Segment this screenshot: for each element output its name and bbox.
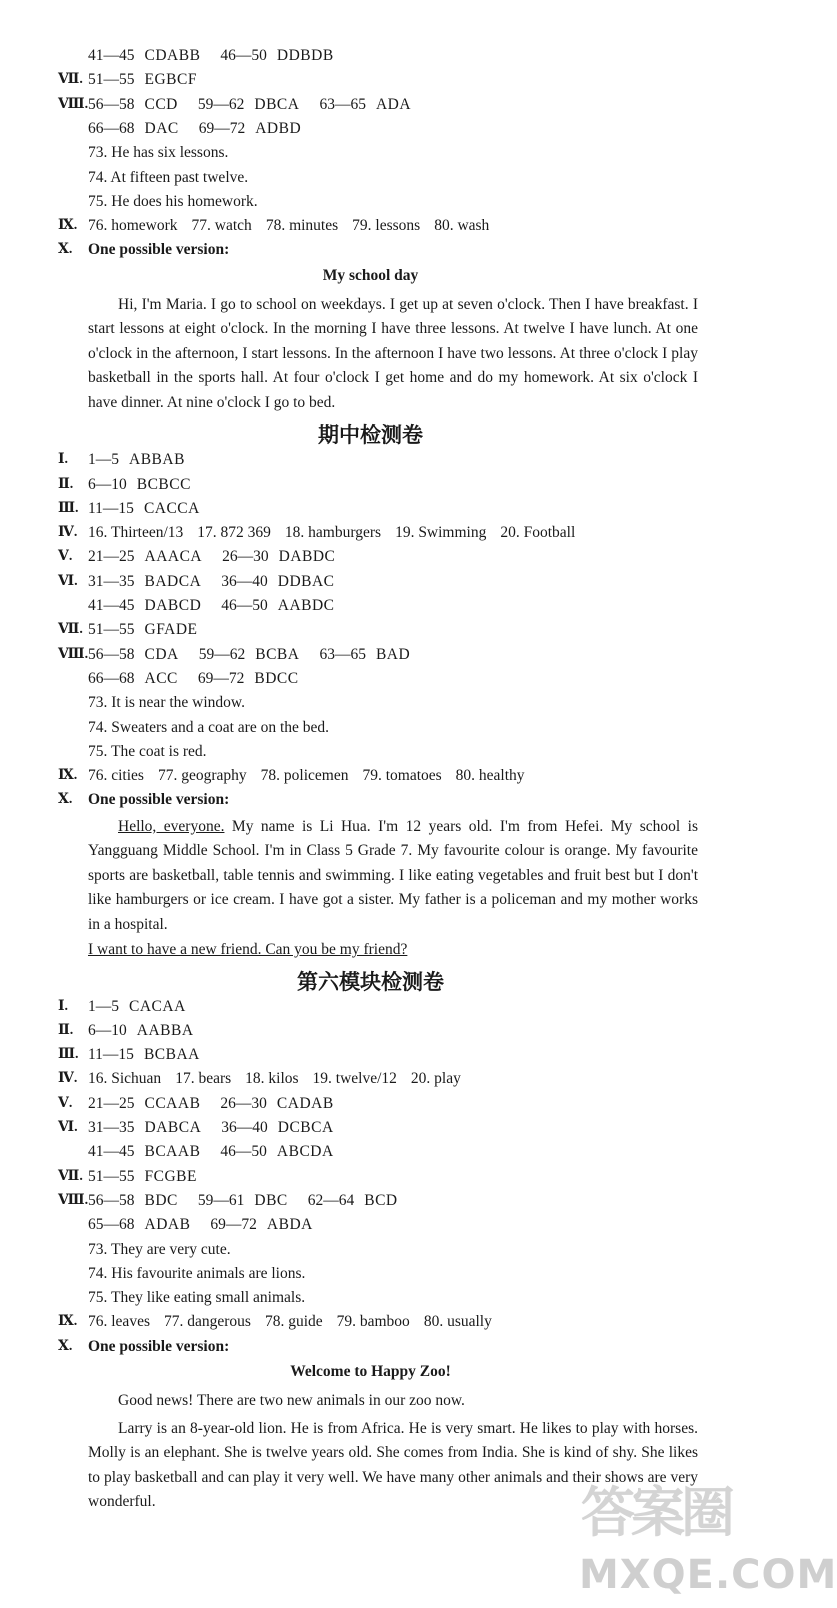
answer-group [88,117,321,141]
answer-letters: ACC [144,669,178,687]
answer-line [0,1310,741,1334]
section-number: Ⅷ. [58,1192,89,1208]
section-number: Ⅸ. [58,1314,78,1330]
section-number: Ⅳ. [58,1071,78,1087]
fill-answer: 17. bears [175,1070,232,1088]
answer-line [0,1213,741,1237]
fill-answer: 80. wash [434,217,490,235]
essay-paragraph [88,293,698,416]
fill-answers [88,1067,475,1091]
answer-line [0,788,741,812]
fill-answers [88,764,539,788]
answer-group [88,995,206,1019]
answer-letters: CDABB [144,47,201,64]
answer-letters: EGBCF [144,71,197,89]
fill-answers [88,214,503,238]
answer-group [88,497,220,521]
answer-group [88,93,431,117]
fill-answers [88,521,589,545]
answer-sentence: 75. The coat is red. [88,742,207,760]
answer-line [0,1019,741,1043]
answer-letters: DDBAC [277,572,335,590]
answer-letters: CADAB [276,1094,334,1112]
underlined-sentence: I want to have a new friend. Can you be my friend? [88,941,408,959]
answer-line [0,594,741,618]
fill-answer: 18. kilos [245,1070,299,1088]
answer-letters: FCGBE [144,1167,197,1185]
answer-letters: ABCDA [276,1143,334,1161]
question-range: 62—64 [307,1191,355,1209]
section-number: Ⅲ. [58,500,79,516]
answer-group [88,643,430,667]
question-range: 56—58 [88,1191,135,1209]
answer-letters: ABBAB [129,451,185,469]
fill-answer: 78. policemen [260,767,349,785]
fill-answer: 80. healthy [455,767,525,785]
section-number: Ⅴ. [58,549,73,565]
answer-pair [88,667,178,691]
question-range: 36—40 [221,572,268,590]
fill-answer: 19. twelve/12 [312,1070,397,1088]
fill-answer: 76. cities [88,767,144,785]
essay-title: My school day [322,266,419,284]
answer-sentence: 75. They like eating small animals. [88,1289,306,1307]
section-number: Ⅸ. [58,768,78,784]
question-range: 41—45 [88,47,135,64]
answer-line [0,117,741,141]
answer-line [0,497,741,521]
answer-pair [220,1140,333,1164]
section-number: Ⅹ. [58,792,73,808]
answer-line [0,68,741,92]
answer-pair [88,995,186,1019]
answer-pair [88,497,200,521]
section-number: Ⅲ. [58,1047,79,1063]
fill-answer: 16. Sichuan [88,1070,162,1088]
fill-answer: 16. Thirteen/13 [88,524,184,542]
watermark-site: MXQE.COM [579,1552,837,1598]
section-number: Ⅸ. [58,218,78,234]
section-number: Ⅵ. [58,1120,78,1135]
essay-paragraph [88,1389,698,1414]
answer-group [88,473,211,497]
answer-pair [88,68,197,92]
question-range: 59—62 [197,95,245,113]
section-number: Ⅷ. [58,646,89,662]
answer-pair [88,1140,200,1164]
answer-pair [222,545,335,569]
answer-pair [88,473,191,497]
question-range: 41—45 [88,597,135,614]
answer-group [88,1043,220,1067]
paragraph-text: Hello, everyone. [118,817,225,835]
answer-pair [308,1189,398,1213]
question-range: 56—58 [88,645,135,663]
fill-answer: 79. bamboo [336,1313,410,1331]
question-range: 69—72 [198,119,246,137]
answer-sentence: 73. It is near the window. [88,694,245,712]
answer-line [0,1092,741,1116]
question-range: 69—72 [197,669,245,687]
answer-letters: BCAAB [144,1143,201,1161]
answer-sentence: 74. Sweaters and a coat are on the bed. [88,718,330,736]
fill-answer: 76. leaves [88,1313,150,1331]
answer-pair [221,594,334,618]
question-range: 66—68 [88,119,135,137]
answer-pair [88,618,198,642]
question-range: 65—68 [88,1216,135,1234]
answer-pair [198,1189,288,1213]
answer-letters: ADA [375,95,412,113]
answer-line [0,473,741,497]
answer-letters: DABCA [144,1119,202,1136]
question-range: 51—55 [88,1167,135,1185]
answer-line [0,1238,741,1262]
fill-answer: 20. Football [500,524,576,542]
paragraph-text: My name is Li Hua. I'm 12 years old. I'm from Hefei. My school is Yangguang Middle School. I'm in Class 5 Grade 7. My favourite colour is orange. My favourite sports are basketball, table tennis and swimming. I like eating vegetables and fruit best but I don't like hamburgers or ice cream. I have got a sister. My father is a policeman and my mother works in a hospital. [88,817,698,933]
answer-letters: CACAA [129,997,186,1015]
question-range: 6—10 [88,1021,127,1039]
question-range: 26—30 [220,1094,267,1112]
answer-group [88,570,355,594]
answer-letters: DAC [144,119,179,137]
section-number: Ⅰ. [58,452,69,468]
question-range: 31—35 [88,1119,135,1136]
answer-line [0,141,741,165]
fill-answer: 18. hamburgers [284,524,382,542]
question-range: 46—50 [220,1143,267,1161]
section-number: Ⅶ. [58,622,83,638]
question-range: 51—55 [88,621,135,639]
answer-pair [199,117,301,141]
fill-answer: 17. 872 369 [197,524,271,542]
answer-letters: CCD [144,95,178,113]
answer-line [0,716,741,740]
question-range: 63—65 [319,645,366,663]
section-number: Ⅱ. [58,1022,74,1038]
paragraph-text: Good news! There are two new animals in our zoo now. [118,1392,465,1409]
answer-pair [88,1189,178,1213]
paragraph-text: Hi, I'm Maria. I go to school on weekdays. I get up at seven o'clock. Then I have breakfast. I start lessons at eight o'clock. In the morning I have three lessons. At twelve I have lunch. At one o'clock in the afternoon, I start lessons. In the afternoon I have two lessons. At three o'clock I play basketball in the sports hall. At four o'clock I get home and do my homework. At six o'clock I have dinner. At nine o'clock I go to bed. [88,295,698,411]
version-label: One possible version: [88,241,230,259]
answer-letters: ADBD [255,119,302,137]
question-range: 56—58 [88,95,135,113]
answer-letters: BDCC [254,669,299,687]
answer-line [0,740,741,764]
paragraph-text: Larry is an 8-year-old lion. He is from Africa. He is very smart. He likes to play with horses. Molly is an elephant. She is twelve years old. She comes from India. She is kind of shy. She likes to play basketball and can play it very well. We have many other animals and their shows are very wonderful. [88,1419,698,1510]
fill-answer: 78. guide [264,1313,323,1331]
fill-answer: 77. watch [191,217,252,235]
answer-pair [88,448,185,472]
answer-line [0,938,741,962]
answer-line [0,667,741,691]
answer-group [88,1189,418,1213]
answer-group [88,618,218,642]
answer-pair [88,1043,200,1067]
fill-answer: 79. lessons [352,217,421,235]
section-number: Ⅶ. [58,1168,83,1184]
answer-letters: DBC [254,1191,288,1209]
section-number: Ⅴ. [58,1095,73,1111]
watermark-logo: 答案圈 [581,1481,731,1544]
question-range: 69—72 [210,1216,257,1234]
question-range: 59—61 [197,1191,245,1209]
answer-line [0,691,741,715]
answer-letters: AABDC [277,597,335,614]
question-range: 66—68 [88,669,135,687]
answer-line [0,1165,741,1189]
fill-answer: 77. geography [157,767,247,785]
answer-pair [88,1165,197,1189]
section-number: Ⅹ. [58,1338,73,1354]
fill-answer: 78. minutes [265,217,339,235]
answer-pair [88,570,201,594]
answer-group [88,1092,354,1116]
answer-pair [88,93,178,117]
section-number: Ⅶ. [58,72,83,88]
answer-letters: AAACA [144,548,203,566]
answer-group [88,545,355,569]
answer-group [88,448,205,472]
essay-title: Welcome to Happy Zoo! [290,1363,451,1380]
fill-answer: 79. tomatoes [362,767,442,785]
answer-group [88,1213,333,1237]
section-number: Ⅵ. [58,573,78,589]
answer-line [0,448,741,472]
question-range: 21—25 [88,548,135,566]
answer-pair [220,44,333,68]
answer-letters: DABCD [144,597,202,614]
fill-answers [88,1310,506,1334]
answer-line [0,1286,741,1310]
answer-letters: DCBCA [277,1119,334,1136]
answer-pair [88,1213,190,1237]
question-range: 31—35 [88,572,135,590]
answer-line [0,166,741,190]
answer-line [0,93,741,117]
question-range: 1—5 [88,451,119,469]
answer-pair [220,1092,333,1116]
answer-pair [88,1092,200,1116]
section-number: Ⅹ. [58,242,73,258]
fill-answer: 80. usually [423,1313,492,1331]
answer-group [88,68,217,92]
question-range: 51—55 [88,71,135,89]
answer-group [88,1140,354,1164]
answer-line [0,1262,741,1286]
answer-letters: ADAB [144,1216,191,1234]
answer-group [88,44,354,68]
version-label: One possible version: [88,791,230,809]
question-range: 41—45 [88,1143,135,1161]
section-heading: 第六模块检测卷 [297,969,444,994]
fill-answer: 77. dangerous [163,1313,251,1331]
answer-sentence: 73. They are very cute. [88,1240,231,1258]
answer-letters: ABDA [266,1216,313,1234]
answer-line [0,190,741,214]
answer-pair [88,117,179,141]
answer-letters: BCBA [255,645,300,663]
question-range: 46—50 [220,47,267,64]
answer-line [0,643,741,667]
section-number: Ⅳ. [58,525,78,541]
answer-pair [88,545,202,569]
answer-letters: GFADE [144,621,198,639]
answer-pair [198,93,300,117]
version-label: One possible version: [88,1337,230,1355]
answer-line [0,44,741,68]
answer-pair [199,643,300,667]
question-range: 46—50 [221,597,268,614]
answer-letters: DDBDB [276,47,334,64]
question-range: 63—65 [319,95,366,113]
answer-pair [88,1116,201,1140]
answer-line [0,1067,741,1091]
answer-line [0,1043,741,1067]
essay-paragraph [88,815,698,938]
answer-group [88,667,319,691]
answer-letters: CCAAB [144,1094,201,1112]
question-range: 59—62 [198,645,246,663]
question-range: 26—30 [222,548,269,566]
answer-pair [88,594,201,618]
answer-line [0,764,741,788]
answer-line [0,995,741,1019]
answer-line [0,618,741,642]
answer-letters: BAD [375,645,411,663]
section-heading: 期中检测卷 [318,423,423,448]
answer-pair [198,667,299,691]
question-range: 36—40 [221,1119,268,1136]
answer-letters: DBCA [254,95,300,113]
answer-sentence: 74. At fifteen past twelve. [88,168,249,186]
answer-line [0,1116,741,1140]
fill-answer: 76. homework [88,217,178,235]
question-range: 6—10 [88,475,127,493]
section-number: Ⅰ. [58,998,69,1014]
fill-answer: 19. Swimming [395,524,487,542]
answer-line [0,1140,741,1164]
answer-pair [88,643,179,667]
answer-sentence: 75. He does his homework. [88,192,258,210]
answer-letters: BADCA [144,572,202,590]
answer-line [0,1189,741,1213]
answer-pair [319,643,410,667]
answer-letters: CDA [144,645,179,663]
answer-pair [319,93,411,117]
question-range: 1—5 [88,997,119,1015]
answer-letters: BCBAA [143,1046,200,1064]
question-range: 21—25 [88,1094,135,1112]
answer-pair [88,44,200,68]
answer-sentence: 73. He has six lessons. [88,144,229,162]
answer-letters: BCD [364,1191,398,1209]
question-range: 11—15 [88,499,134,517]
answer-group [88,1116,354,1140]
answer-line [0,1335,741,1359]
answer-line [0,545,741,569]
answer-line [0,238,741,262]
watermark [575,1470,837,1608]
answer-group [88,594,355,618]
answer-letters: CACCA [143,499,200,517]
answer-letters: DABDC [278,548,336,566]
section-number: Ⅷ. [58,96,89,112]
answer-letters: BDC [144,1191,178,1209]
question-range: 11—15 [88,1046,134,1064]
answer-sentence: 74. His favourite animals are lions. [88,1264,306,1282]
answer-line [0,214,741,238]
answer-pair [210,1213,312,1237]
answer-line [0,521,741,545]
section-number: Ⅱ. [58,476,74,492]
fill-answer: 20. play [410,1070,461,1088]
answer-group [88,1165,217,1189]
answer-pair [221,1116,333,1140]
answer-pair [88,1019,194,1043]
answer-group [88,1019,214,1043]
answer-letters: AABBA [136,1021,194,1039]
answer-pair [221,570,334,594]
answer-line [0,570,741,594]
answer-letters: BCBCC [136,475,191,493]
